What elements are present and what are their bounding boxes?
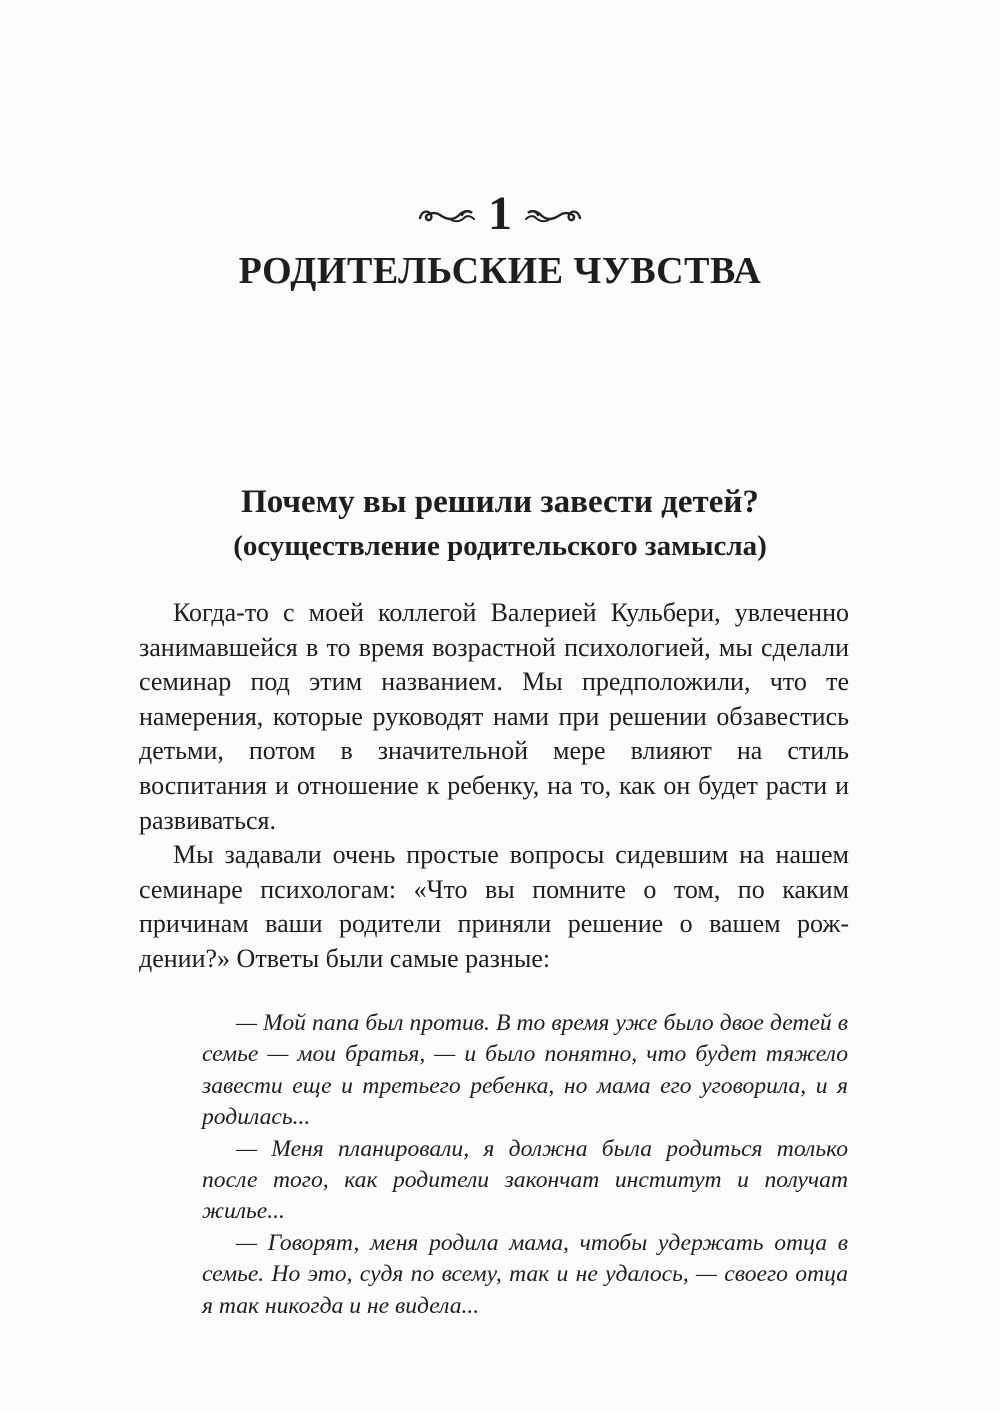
chapter-number-line bbox=[0, 188, 1000, 240]
quote-block bbox=[202, 1008, 848, 1322]
paragraph: Мы задавали очень простые вопросы сидевшим на нашем семинаре психологам: «Что вы помните о том, по каким причинам ваши родители приняли решение о вашем рождении?» Ответы были самые разные: bbox=[139, 840, 849, 973]
body-text bbox=[139, 596, 849, 977]
chapter-heading bbox=[0, 188, 1000, 296]
section-heading bbox=[0, 480, 1000, 568]
chapter-title: РОДИТЕЛЬСКИЕ ЧУВСТВА bbox=[238, 250, 762, 292]
chapter-number: 1 bbox=[488, 187, 512, 240]
right-flourish-icon bbox=[522, 201, 584, 227]
paragraph: Когда-то с моей коллегой Валерией Кульбери, увлеченно занимавшейся в то время возрастной психологией, мы сделали семинар под этим названием. Мы предположили, что те намерения, которые руководят нами при решении обзавестись детьми, потом в значительной мере влияют на стиль воспитания и отношение к ребенку, на то, как он будет расти и развиваться. bbox=[139, 598, 849, 835]
quote: — Мой папа был против. В то время уже было двое детей в семье — мои братья, — и было понятно, что будет тяжело завести еще и третьего ребенка, но мама его уговорила, и я родилась... bbox=[202, 1010, 848, 1131]
left-flourish-icon bbox=[416, 201, 478, 227]
quote: — Меня планировали, я должна была родиться только после того, как родители закончат институт и получат жилье... bbox=[202, 1135, 848, 1225]
quote: — Говорят, меня родила мама, чтобы удержать отца в семье. Но это, судя по всему, так и не удалось, — своего отца я так никогда и не видела... bbox=[202, 1229, 848, 1319]
section-title: Почему вы решили завести детей? bbox=[241, 484, 759, 520]
section-subtitle: (осуществление родительского замысла) bbox=[233, 530, 767, 562]
